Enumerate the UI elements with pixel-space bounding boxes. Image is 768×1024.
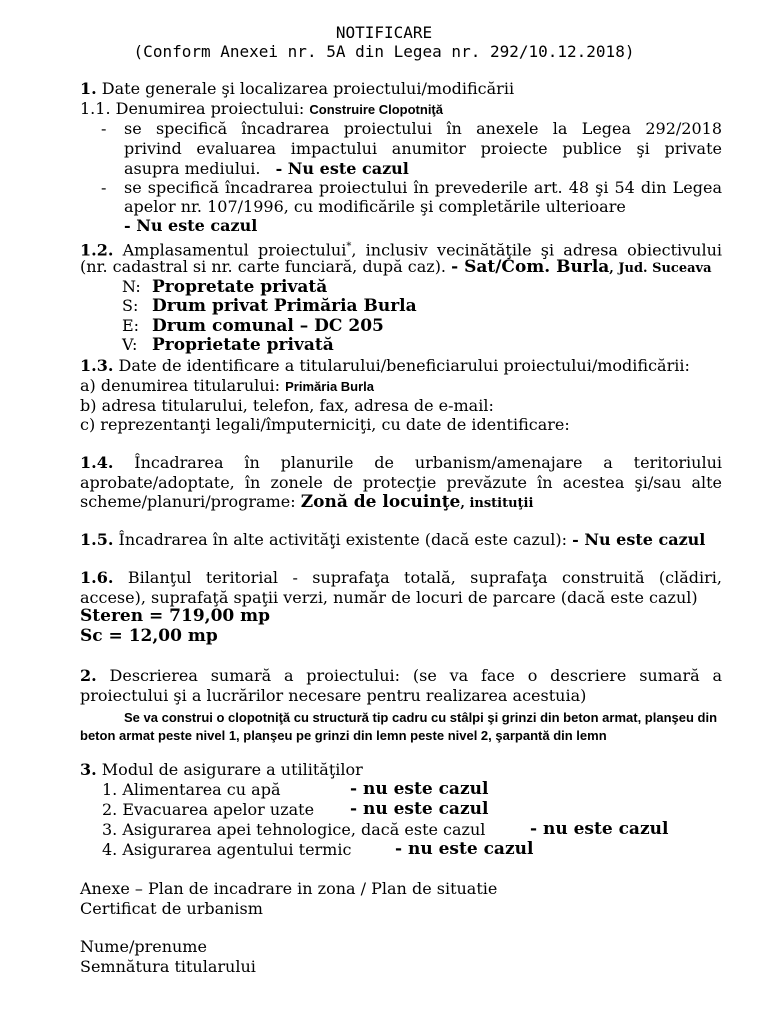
section-1-2-line-2 — [80, 257, 712, 278]
utility-item-2 — [102, 800, 314, 819]
urban-zone-value-extra: , instituţii — [460, 496, 534, 511]
section-1-4-line-2: aprobate/adoptate, în zonele de protecţie prevăzute în acestea şi/sau alte — [80, 473, 722, 492]
document-subtitle: (Conform Anexei nr. 5A din Legea nr. 292/10.12.2018) — [133, 42, 635, 61]
section-1-4-number: 1.4. — [80, 453, 114, 472]
bullet-2-line-1: se specifică încadrarea proiectului în prevederile art. 48 şi 54 din Legea — [124, 178, 722, 197]
utility-number: 2. — [102, 800, 118, 819]
section-1-number: 1. — [80, 79, 97, 98]
west-key: V: — [122, 335, 138, 354]
item-c-key: c) — [80, 415, 96, 434]
section-1-6-line-2: accese), suprafaţă spaţii verzi, număr de locuri de parcare (dacă este cazul) — [80, 588, 698, 607]
neighbor-south — [122, 296, 417, 316]
item-b-text: adresa titularului, telefon, fax, adresa de e-mail: — [101, 396, 494, 415]
north-key: N: — [122, 277, 141, 296]
utility-value: - nu este cazul — [395, 839, 534, 859]
section-1-3-text: Date de identificare a titularului/beneficiarului proiectului/modificării: — [118, 356, 690, 375]
section-1-2-number: 1.2. — [80, 240, 114, 260]
neighbor-north — [122, 277, 327, 297]
east-value: Drum comunal – DC 205 — [152, 316, 384, 336]
signature-label: Semnătura titularului — [80, 957, 256, 976]
section-1-text: Date generale şi localizarea proiectului/modificării — [101, 79, 515, 98]
section-1-3-c — [80, 415, 570, 434]
section-1-5 — [80, 530, 705, 549]
section-1-5-number: 1.5. — [80, 530, 114, 549]
neighbor-west — [122, 335, 334, 355]
utility-text: Evacuarea apelor uzate — [122, 800, 315, 819]
section-1-4-line-3 — [80, 492, 533, 513]
north-value: Propretate privată — [152, 277, 328, 297]
section-1-1-label: Denumirea proiectului: — [115, 99, 305, 118]
location-value: - Sat/Com. Burla — [451, 257, 610, 277]
bullet-2-value: - Nu este cazul — [124, 216, 258, 235]
section-1-6-text-a: Bilanţul teritorial - suprafaţa totală, suprafaţa construită (clădiri, — [127, 568, 723, 587]
section-1-1-number: 1.1. — [80, 99, 111, 118]
section-1-5-value: - Nu este cazul — [572, 530, 706, 549]
section-1-3-a — [80, 376, 374, 396]
utility-text: Alimentarea cu apă — [122, 780, 281, 799]
section-1-5-text: Încadrarea în alte activităţi existente (dacă este cazul): — [118, 530, 568, 549]
item-a-key: a) — [80, 376, 96, 395]
section-2-text-a: Descrierea sumară a proiectului: (se va face o descriere sumară a — [109, 666, 722, 685]
asterisk-footnote-mark: * — [346, 241, 352, 252]
bullet-1-text-end: asupra mediului. — [124, 159, 261, 178]
description-line-1: Se va construi o clopotniţă cu structură tip cadru cu stâlpi şi grinzi din beton armat, planşeu din — [124, 710, 718, 725]
south-value: Drum privat Primăria Burla — [152, 296, 417, 316]
description-line-2: beton armat peste nivel 1, planşeu pe grinzi din lemn peste nivel 2, şarpantă din lemn — [80, 728, 607, 743]
section-1-2-line-1 — [80, 237, 722, 259]
project-name-value: Construire Clopotniţă — [309, 102, 443, 117]
section-3-text: Modul de asigurare a utilităţilor — [101, 760, 363, 779]
item-a-text: denumirea titularului: — [100, 376, 281, 395]
utility-number: 1. — [102, 780, 118, 799]
utility-value: - nu este cazul — [530, 819, 669, 839]
neighbor-east — [122, 316, 384, 336]
east-key: E: — [122, 316, 140, 335]
section-1-3-b — [80, 396, 494, 415]
holder-name-value: Primăria Burla — [285, 379, 375, 394]
document-title: NOTIFICARE — [335, 23, 433, 42]
bullet-dash-icon: - — [101, 119, 107, 138]
item-b-key: b) — [80, 396, 97, 415]
section-2-number: 2. — [80, 666, 97, 685]
utility-value: - nu este cazul — [350, 779, 489, 799]
bullet-1-value: - Nu este cazul — [275, 159, 409, 178]
bullet-1-line-2: privind evaluarea impactului anumitor proiecte publice şi private — [124, 139, 722, 158]
section-2-line-2: proiectului şi a lucrărilor necesare pentru realizarea acestuia) — [80, 686, 587, 705]
section-1-heading — [80, 79, 514, 98]
section-1-3-heading — [80, 356, 690, 375]
bullet-1-line-3 — [124, 159, 409, 178]
utility-item-1 — [102, 780, 280, 799]
steren-value: Steren = 719,00 mp — [80, 606, 271, 626]
section-1-2-text-b: , inclusiv vecinătăţile şi adresa obiectivului — [351, 240, 723, 260]
utility-number: 3. — [102, 820, 118, 839]
utility-value: - nu este cazul — [350, 799, 489, 819]
section-1-3-number: 1.3. — [80, 356, 114, 375]
section-1-6-number: 1.6. — [80, 568, 114, 587]
certificate-text: Certificat de urbanism — [80, 899, 263, 918]
section-1-4-text-a: Încadrarea în planurile de urbanism/amenajare a teritoriului — [134, 453, 722, 472]
bullet-dash-icon: - — [101, 178, 107, 197]
bullet-1-line-1: se specifică încadrarea proiectului în anexele la Legea 292/2018 — [124, 119, 722, 138]
section-1-1-heading — [80, 99, 443, 119]
utility-number: 4. — [102, 840, 118, 859]
annexes-text: Anexe – Plan de incadrare in zona / Plan de situatie — [80, 879, 498, 898]
section-1-2-text-c: (nr. cadastral si nr. carte funciară, după caz). — [80, 257, 447, 276]
section-1-6-line-1 — [80, 568, 722, 587]
utility-item-4 — [102, 840, 351, 859]
sc-value: Sc = 12,00 mp — [80, 626, 218, 646]
section-2-line-1 — [80, 666, 722, 685]
utility-text: Asigurarea agentului termic — [122, 840, 352, 859]
name-label: Nume/prenume — [80, 937, 207, 956]
bullet-2-line-2: apelor nr. 107/1996, cu modificările şi completările ulterioare — [124, 197, 626, 216]
urban-zone-value: Zonă de locuinţe — [300, 492, 461, 512]
item-c-text: reprezentanţi legali/împuterniciţi, cu date de identificare: — [100, 415, 570, 434]
south-key: S: — [122, 296, 139, 315]
section-1-4-text-c: scheme/planuri/programe: — [80, 492, 296, 511]
west-value: Proprietate privată — [152, 335, 334, 355]
county-value: , Jud. Suceava — [609, 261, 712, 276]
utility-item-3 — [102, 820, 485, 839]
utility-text: Asigurarea apei tehnologice, dacă este cazul — [122, 820, 486, 839]
section-3-heading — [80, 760, 363, 779]
section-1-4-line-1 — [80, 453, 722, 472]
section-3-number: 3. — [80, 760, 97, 779]
section-1-2-text-a: Amplasamentul proiectului — [122, 240, 347, 260]
